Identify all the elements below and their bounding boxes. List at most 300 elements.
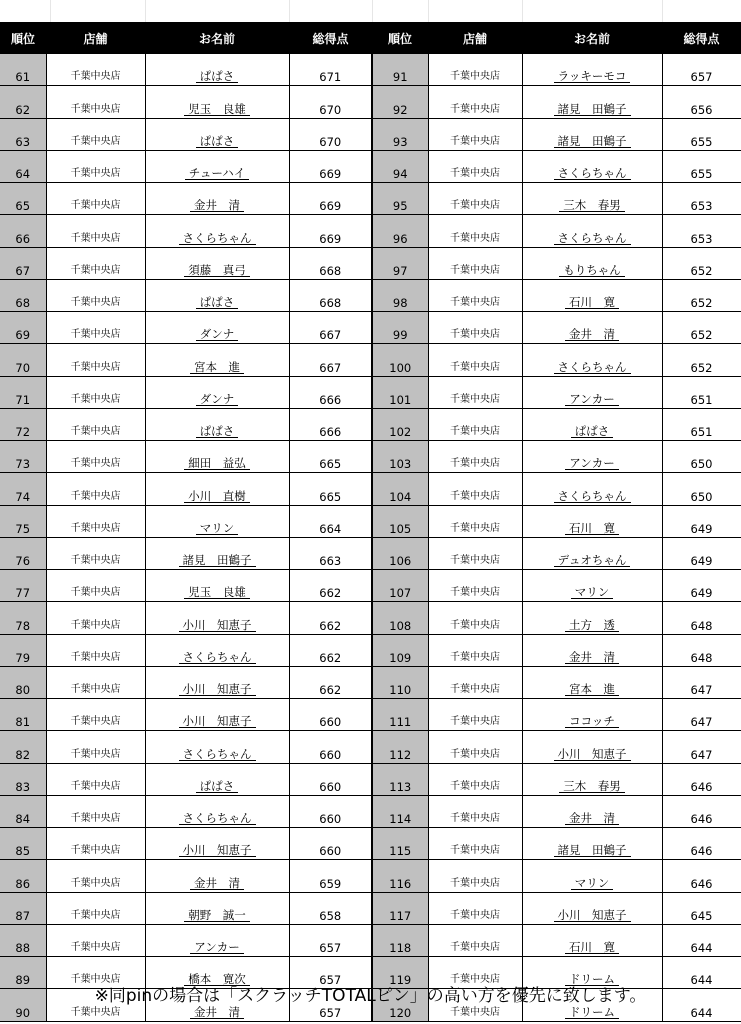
header-name-right: お名前 — [522, 22, 662, 54]
right-score-cell: 646 — [662, 828, 741, 860]
right-rank-cell: 96 — [372, 215, 428, 247]
left-rank-cell: 63 — [0, 118, 46, 150]
right-score-cell: 657 — [662, 54, 741, 86]
right-rank-cell: 118 — [372, 924, 428, 956]
left-score-cell: 662 — [289, 666, 372, 698]
left-name-cell — [145, 150, 289, 182]
right-store-cell: 千葉中央店 — [428, 763, 522, 795]
table-row — [0, 666, 741, 698]
right-score-cell: 645 — [662, 892, 741, 924]
left-score-cell: 669 — [289, 150, 372, 182]
right-store-cell: 千葉中央店 — [428, 537, 522, 569]
left-store-cell: 千葉中央店 — [46, 505, 145, 537]
left-store-cell: 千葉中央店 — [46, 312, 145, 344]
player-name: ココッチ — [565, 715, 619, 728]
left-score-cell: 670 — [289, 86, 372, 118]
right-name-cell — [522, 473, 662, 505]
right-rank-cell: 106 — [372, 537, 428, 569]
player-name: 児玉 良雄 — [184, 103, 250, 116]
left-name-cell — [145, 473, 289, 505]
left-rank-cell: 74 — [0, 473, 46, 505]
right-score-cell: 653 — [662, 215, 741, 247]
player-name: 土方 透 — [565, 619, 619, 632]
right-store-cell: 千葉中央店 — [428, 473, 522, 505]
left-rank-cell: 70 — [0, 344, 46, 376]
right-name-cell — [522, 312, 662, 344]
table-row — [0, 441, 741, 473]
right-rank-cell: 111 — [372, 699, 428, 731]
table-row — [0, 763, 741, 795]
right-name-cell — [522, 150, 662, 182]
player-name: ラッキーモコ — [554, 70, 631, 83]
left-name-cell — [145, 86, 289, 118]
right-rank-cell: 116 — [372, 860, 428, 892]
left-score-cell: 666 — [289, 376, 372, 408]
left-score-cell: 658 — [289, 892, 372, 924]
right-store-cell: 千葉中央店 — [428, 570, 522, 602]
player-name: 小川 知恵子 — [179, 683, 256, 696]
right-rank-cell: 109 — [372, 634, 428, 666]
right-rank-cell: 120 — [372, 989, 428, 1021]
left-score-cell: 671 — [289, 54, 372, 86]
table-row — [0, 54, 741, 86]
left-score-cell: 665 — [289, 473, 372, 505]
right-rank-cell: 104 — [372, 473, 428, 505]
player-name: 石川 寛 — [565, 522, 619, 535]
left-name-cell — [145, 279, 289, 311]
left-rank-cell: 76 — [0, 537, 46, 569]
right-name-cell — [522, 634, 662, 666]
right-score-cell: 652 — [662, 344, 741, 376]
left-rank-cell: 87 — [0, 892, 46, 924]
player-name: さくらちゃん — [554, 490, 631, 503]
right-score-cell: 649 — [662, 537, 741, 569]
table-row — [0, 312, 741, 344]
left-rank-cell: 64 — [0, 150, 46, 182]
right-name-cell — [522, 408, 662, 440]
left-rank-cell: 66 — [0, 215, 46, 247]
right-rank-cell: 93 — [372, 118, 428, 150]
player-name: アンカー — [565, 457, 619, 470]
player-name: 金井 清 — [565, 812, 619, 825]
left-score-cell: 660 — [289, 795, 372, 827]
left-score-cell: 663 — [289, 537, 372, 569]
left-score-cell: 660 — [289, 828, 372, 860]
right-score-cell: 647 — [662, 666, 741, 698]
right-rank-cell: 101 — [372, 376, 428, 408]
right-store-cell: 千葉中央店 — [428, 602, 522, 634]
left-store-cell: 千葉中央店 — [46, 183, 145, 215]
right-score-cell: 649 — [662, 570, 741, 602]
right-name-cell — [522, 86, 662, 118]
right-rank-cell: 112 — [372, 731, 428, 763]
right-rank-cell: 97 — [372, 247, 428, 279]
left-rank-cell: 75 — [0, 505, 46, 537]
right-store-cell: 千葉中央店 — [428, 54, 522, 86]
left-name-cell — [145, 924, 289, 956]
player-name: ぱぱさ — [196, 425, 239, 438]
player-name: ぱぱさ — [196, 780, 239, 793]
table-row — [0, 150, 741, 182]
right-store-cell: 千葉中央店 — [428, 892, 522, 924]
footer-note: ※同pinの場合は「スクラッチTOTALピン」の高い方を優先に致します。 — [94, 986, 647, 1006]
header-store-right: 店舗 — [428, 22, 522, 54]
left-store-cell: 千葉中央店 — [46, 989, 145, 1021]
left-score-cell: 662 — [289, 634, 372, 666]
right-score-cell: 647 — [662, 731, 741, 763]
right-rank-cell: 108 — [372, 602, 428, 634]
table-row — [0, 376, 741, 408]
player-name: さくらちゃん — [179, 232, 256, 245]
left-name-cell — [145, 247, 289, 279]
right-store-cell: 千葉中央店 — [428, 860, 522, 892]
left-name-cell — [145, 344, 289, 376]
table-row — [0, 215, 741, 247]
left-rank-cell: 80 — [0, 666, 46, 698]
left-name-cell — [145, 634, 289, 666]
left-name-cell — [145, 505, 289, 537]
left-rank-cell: 79 — [0, 634, 46, 666]
table-row — [0, 537, 741, 569]
right-score-cell: 652 — [662, 279, 741, 311]
left-store-cell: 千葉中央店 — [46, 666, 145, 698]
table-row — [0, 602, 741, 634]
header-score-right: 総得点 — [662, 22, 741, 54]
left-store-cell: 千葉中央店 — [46, 892, 145, 924]
left-name-cell — [145, 441, 289, 473]
left-store-cell: 千葉中央店 — [46, 828, 145, 860]
right-name-cell — [522, 699, 662, 731]
right-name-cell — [522, 183, 662, 215]
right-store-cell: 千葉中央店 — [428, 408, 522, 440]
left-store-cell: 千葉中央店 — [46, 279, 145, 311]
header-rank-left: 順位 — [0, 22, 46, 54]
ranking-body — [0, 54, 741, 1021]
player-name: ドリーム — [565, 1006, 619, 1019]
player-name: アンカー — [190, 941, 244, 954]
table-row — [0, 183, 741, 215]
left-score-cell: 662 — [289, 570, 372, 602]
table-row — [0, 473, 741, 505]
player-name: 諸見 田鶴子 — [179, 554, 256, 567]
right-store-cell: 千葉中央店 — [428, 731, 522, 763]
left-store-cell: 千葉中央店 — [46, 699, 145, 731]
left-score-cell: 668 — [289, 247, 372, 279]
left-store-cell: 千葉中央店 — [46, 441, 145, 473]
player-name: 小川 直樹 — [184, 490, 250, 503]
left-score-cell: 664 — [289, 505, 372, 537]
header-score-left: 総得点 — [289, 22, 372, 54]
left-rank-cell: 69 — [0, 312, 46, 344]
left-rank-cell: 81 — [0, 699, 46, 731]
left-store-cell: 千葉中央店 — [46, 150, 145, 182]
right-store-cell: 千葉中央店 — [428, 183, 522, 215]
table-row — [0, 86, 741, 118]
left-score-cell: 668 — [289, 279, 372, 311]
player-name: 小川 知恵子 — [179, 619, 256, 632]
right-score-cell: 650 — [662, 441, 741, 473]
right-rank-cell: 92 — [372, 86, 428, 118]
right-score-cell: 649 — [662, 505, 741, 537]
left-store-cell: 千葉中央店 — [46, 731, 145, 763]
left-rank-cell: 84 — [0, 795, 46, 827]
left-score-cell: 660 — [289, 699, 372, 731]
player-name: ドリーム — [565, 973, 619, 986]
right-store-cell: 千葉中央店 — [428, 247, 522, 279]
player-name: ぱぱさ — [196, 135, 239, 148]
left-score-cell: 667 — [289, 344, 372, 376]
left-store-cell: 千葉中央店 — [46, 344, 145, 376]
right-score-cell: 644 — [662, 924, 741, 956]
left-store-cell: 千葉中央店 — [46, 570, 145, 602]
right-score-cell: 644 — [662, 957, 741, 989]
player-name: デュオちゃん — [554, 554, 631, 567]
right-score-cell: 646 — [662, 860, 741, 892]
right-store-cell: 千葉中央店 — [428, 505, 522, 537]
player-name: 三木 春男 — [559, 780, 625, 793]
right-rank-cell: 117 — [372, 892, 428, 924]
right-score-cell: 656 — [662, 86, 741, 118]
right-name-cell — [522, 602, 662, 634]
player-name: 宮本 進 — [565, 683, 619, 696]
right-name-cell — [522, 376, 662, 408]
right-rank-cell: 102 — [372, 408, 428, 440]
player-name: 朝野 誠一 — [184, 909, 250, 922]
player-name: 三木 春男 — [559, 199, 625, 212]
player-name: 石川 寛 — [565, 941, 619, 954]
left-score-cell: 657 — [289, 924, 372, 956]
right-store-cell: 千葉中央店 — [428, 150, 522, 182]
right-store-cell: 千葉中央店 — [428, 795, 522, 827]
player-name: 石川 寛 — [565, 296, 619, 309]
table-row — [0, 892, 741, 924]
left-rank-cell: 90 — [0, 989, 46, 1021]
right-store-cell: 千葉中央店 — [428, 376, 522, 408]
left-score-cell: 657 — [289, 957, 372, 989]
player-name: さくらちゃん — [554, 232, 631, 245]
right-name-cell — [522, 441, 662, 473]
left-score-cell: 666 — [289, 408, 372, 440]
left-rank-cell: 77 — [0, 570, 46, 602]
right-name-cell — [522, 570, 662, 602]
right-store-cell: 千葉中央店 — [428, 828, 522, 860]
table-row — [0, 731, 741, 763]
left-score-cell: 662 — [289, 602, 372, 634]
player-name: チューハイ — [185, 167, 250, 180]
left-rank-cell: 67 — [0, 247, 46, 279]
left-score-cell: 660 — [289, 731, 372, 763]
player-name: 細田 益弘 — [184, 457, 250, 470]
right-store-cell: 千葉中央店 — [428, 441, 522, 473]
left-rank-cell: 86 — [0, 860, 46, 892]
left-name-cell — [145, 602, 289, 634]
left-name-cell — [145, 408, 289, 440]
right-name-cell — [522, 537, 662, 569]
player-name: さくらちゃん — [179, 748, 256, 761]
player-name: アンカー — [565, 393, 619, 406]
left-name-cell — [145, 666, 289, 698]
left-store-cell: 千葉中央店 — [46, 795, 145, 827]
right-store-cell: 千葉中央店 — [428, 279, 522, 311]
left-name-cell — [145, 828, 289, 860]
player-name: マリン — [196, 522, 239, 535]
left-name-cell — [145, 699, 289, 731]
right-name-cell — [522, 505, 662, 537]
left-score-cell: 657 — [289, 989, 372, 1021]
player-name: 宮本 進 — [190, 361, 244, 374]
table-row — [0, 118, 741, 150]
right-score-cell: 648 — [662, 634, 741, 666]
player-name: もりちゃん — [559, 264, 625, 277]
player-name: 小川 知恵子 — [554, 748, 631, 761]
left-name-cell — [145, 54, 289, 86]
left-store-cell: 千葉中央店 — [46, 118, 145, 150]
right-score-cell: 652 — [662, 312, 741, 344]
right-score-cell: 650 — [662, 473, 741, 505]
right-name-cell — [522, 828, 662, 860]
right-store-cell: 千葉中央店 — [428, 86, 522, 118]
left-rank-cell: 71 — [0, 376, 46, 408]
left-store-cell: 千葉中央店 — [46, 247, 145, 279]
right-rank-cell: 99 — [372, 312, 428, 344]
left-store-cell: 千葉中央店 — [46, 408, 145, 440]
table-row — [0, 924, 741, 956]
left-name-cell — [145, 215, 289, 247]
player-name: 諸見 田鶴子 — [554, 135, 631, 148]
left-rank-cell: 62 — [0, 86, 46, 118]
left-rank-cell: 73 — [0, 441, 46, 473]
player-name: さくらちゃん — [554, 361, 631, 374]
right-rank-cell: 114 — [372, 795, 428, 827]
header-name-left: お名前 — [145, 22, 289, 54]
player-name: 須藤 真弓 — [184, 264, 250, 277]
header-store-left: 店舗 — [46, 22, 145, 54]
right-score-cell: 648 — [662, 602, 741, 634]
player-name: 金井 清 — [565, 651, 619, 664]
left-score-cell: 669 — [289, 215, 372, 247]
right-store-cell: 千葉中央店 — [428, 215, 522, 247]
left-store-cell: 千葉中央店 — [46, 86, 145, 118]
table-row — [0, 247, 741, 279]
table-row — [0, 570, 741, 602]
left-score-cell: 669 — [289, 183, 372, 215]
sheet-top-strip — [0, 0, 741, 22]
player-name: さくらちゃん — [179, 651, 256, 664]
right-score-cell: 647 — [662, 699, 741, 731]
right-name-cell — [522, 666, 662, 698]
player-name: ダンナ — [196, 393, 239, 406]
right-score-cell: 655 — [662, 150, 741, 182]
player-name: マリン — [571, 586, 614, 599]
player-name: 金井 清 — [190, 199, 244, 212]
left-store-cell: 千葉中央店 — [46, 924, 145, 956]
right-name-cell — [522, 924, 662, 956]
right-score-cell: 653 — [662, 183, 741, 215]
left-name-cell — [145, 312, 289, 344]
player-name: ダンナ — [196, 328, 239, 341]
left-score-cell: 665 — [289, 441, 372, 473]
player-name: マリン — [571, 877, 614, 890]
right-store-cell: 千葉中央店 — [428, 957, 522, 989]
right-name-cell — [522, 731, 662, 763]
player-name: 金井 清 — [190, 877, 244, 890]
right-score-cell: 651 — [662, 408, 741, 440]
header-row — [0, 22, 741, 54]
left-score-cell: 667 — [289, 312, 372, 344]
left-store-cell: 千葉中央店 — [46, 376, 145, 408]
table-row — [0, 279, 741, 311]
left-store-cell: 千葉中央店 — [46, 957, 145, 989]
right-name-cell — [522, 763, 662, 795]
right-name-cell — [522, 279, 662, 311]
right-store-cell: 千葉中央店 — [428, 924, 522, 956]
left-name-cell — [145, 731, 289, 763]
right-rank-cell: 105 — [372, 505, 428, 537]
player-name: 小川 知恵子 — [554, 909, 631, 922]
header-rank-right: 順位 — [372, 22, 428, 54]
left-store-cell: 千葉中央店 — [46, 537, 145, 569]
left-store-cell: 千葉中央店 — [46, 860, 145, 892]
left-store-cell: 千葉中央店 — [46, 54, 145, 86]
right-score-cell: 646 — [662, 795, 741, 827]
player-name: 金井 清 — [190, 1006, 244, 1019]
right-rank-cell: 103 — [372, 441, 428, 473]
right-score-cell: 651 — [662, 376, 741, 408]
table-row — [0, 408, 741, 440]
table-row — [0, 634, 741, 666]
right-score-cell: 646 — [662, 763, 741, 795]
right-name-cell — [522, 795, 662, 827]
left-rank-cell: 78 — [0, 602, 46, 634]
left-store-cell: 千葉中央店 — [46, 763, 145, 795]
right-name-cell — [522, 215, 662, 247]
player-name: ぱぱさ — [196, 296, 239, 309]
player-name: ぱぱさ — [571, 425, 614, 438]
left-name-cell — [145, 570, 289, 602]
right-rank-cell: 115 — [372, 828, 428, 860]
left-rank-cell: 89 — [0, 957, 46, 989]
left-rank-cell: 61 — [0, 54, 46, 86]
left-rank-cell: 72 — [0, 408, 46, 440]
left-name-cell — [145, 795, 289, 827]
player-name: さくらちゃん — [554, 167, 631, 180]
player-name: 諸見 田鶴子 — [554, 103, 631, 116]
left-rank-cell: 82 — [0, 731, 46, 763]
left-name-cell — [145, 376, 289, 408]
left-score-cell: 659 — [289, 860, 372, 892]
left-store-cell: 千葉中央店 — [46, 634, 145, 666]
player-name: 児玉 良雄 — [184, 586, 250, 599]
player-name: 橋本 寛次 — [184, 973, 250, 986]
right-rank-cell: 94 — [372, 150, 428, 182]
right-store-cell: 千葉中央店 — [428, 118, 522, 150]
right-rank-cell: 100 — [372, 344, 428, 376]
left-score-cell: 670 — [289, 118, 372, 150]
table-row — [0, 860, 741, 892]
right-score-cell: 644 — [662, 989, 741, 1021]
left-store-cell: 千葉中央店 — [46, 215, 145, 247]
player-name: さくらちゃん — [179, 812, 256, 825]
right-rank-cell: 91 — [372, 54, 428, 86]
right-name-cell — [522, 54, 662, 86]
left-name-cell — [145, 183, 289, 215]
right-name-cell — [522, 247, 662, 279]
left-rank-cell: 65 — [0, 183, 46, 215]
right-store-cell: 千葉中央店 — [428, 634, 522, 666]
left-name-cell — [145, 892, 289, 924]
right-store-cell: 千葉中央店 — [428, 312, 522, 344]
right-score-cell: 655 — [662, 118, 741, 150]
